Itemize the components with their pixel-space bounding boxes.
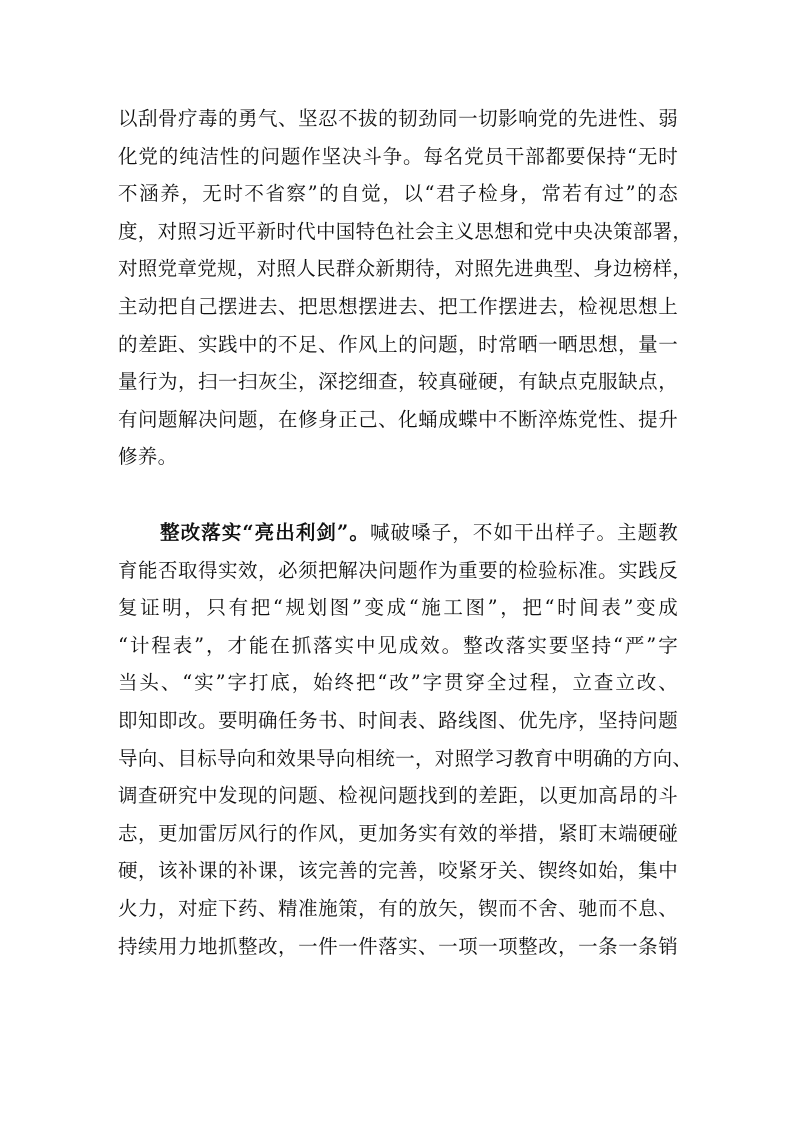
- paragraph-1-line: 不涵养，无时不省察”的自觉，以“君子检身，常若有过”的态: [118, 182, 678, 206]
- paragraph-2-line: 复证明，只有把“规划图”变成“施工图”，把“时间表”变成: [118, 596, 678, 620]
- paragraph-2-line: 调查研究中发现的问题、检视问题找到的差距，以更加高昂的斗: [118, 784, 678, 808]
- paragraph-2-line: 育能否取得实效，必须把解决问题作为重要的检验标准。实践反: [118, 558, 678, 582]
- paragraph-2-line: 志，更加雷厉风行的作风，更加务实有效的举措，紧盯末端硬碰: [118, 821, 678, 845]
- paragraph-2-line: 火力，对症下药、精准施策，有的放矢，锲而不舍、驰而不息、: [118, 896, 678, 920]
- paragraph-1-line: 以刮骨疗毒的勇气、坚忍不拔的韧劲同一切影响党的先进性、弱: [118, 107, 678, 130]
- paragraph-2-line: “计程表”，才能在抓落实中见成效。整改落实要坚持“严”字: [118, 633, 678, 657]
- paragraph-2-line: 导向、目标导向和效果导向相统一，对照学习教育中明确的方向、: [118, 746, 693, 770]
- paragraph-2-line: 硬，该补课的补课，该完善的完善，咬紧牙关、锲终如始，集中: [118, 859, 678, 883]
- paragraph-1-line: 主动把自己摆进去、把思想摆进去、把工作摆进去，检视思想上: [118, 294, 678, 318]
- section-heading: 整改落实“亮出利剑”。: [160, 521, 370, 544]
- paragraph-1-line: 修养。: [118, 445, 178, 469]
- paragraph-2-first-line: [118, 514, 678, 552]
- paragraph-1-line: 对照党章党规，对照人民群众新期待，对照先进典型、身边榜样，: [118, 257, 693, 281]
- paragraph-1-line: 度，对照习近平新时代中国特色社会主义思想和党中央决策部署，: [118, 219, 693, 243]
- paragraph-1-line: 有问题解决问题，在修身正己、化蛹成蝶中不断淬炼党性、提升: [118, 407, 678, 431]
- paragraph-2: [118, 514, 693, 965]
- paragraph-1-line: 量行为，扫一扫灰尘，深挖细查，较真碰硬，有缺点克服缺点，: [118, 370, 678, 394]
- paragraph-1: [118, 100, 693, 476]
- paragraph-1-line: 化党的纯洁性的问题作坚决斗争。每名党员干部都要保持“无时: [118, 144, 678, 168]
- paragraph-2-line: 即知即改。要明确任务书、时间表、路线图、优先序，坚持问题: [118, 708, 678, 732]
- paragraph-2-first-line-text: 喊破嗓子，不如干出样子。主题教: [369, 521, 678, 544]
- paragraph-2-line: 持续用力地抓整改，一件一件落实、一项一项整改，一条一条销: [118, 934, 678, 958]
- paragraph-2-line: 当头、“实”字打底，始终把“改”字贯穿全过程，立查立改、: [118, 671, 678, 695]
- paragraph-1-line: 的差距、实践中的不足、作风上的问题，时常晒一晒思想，量一: [118, 332, 678, 356]
